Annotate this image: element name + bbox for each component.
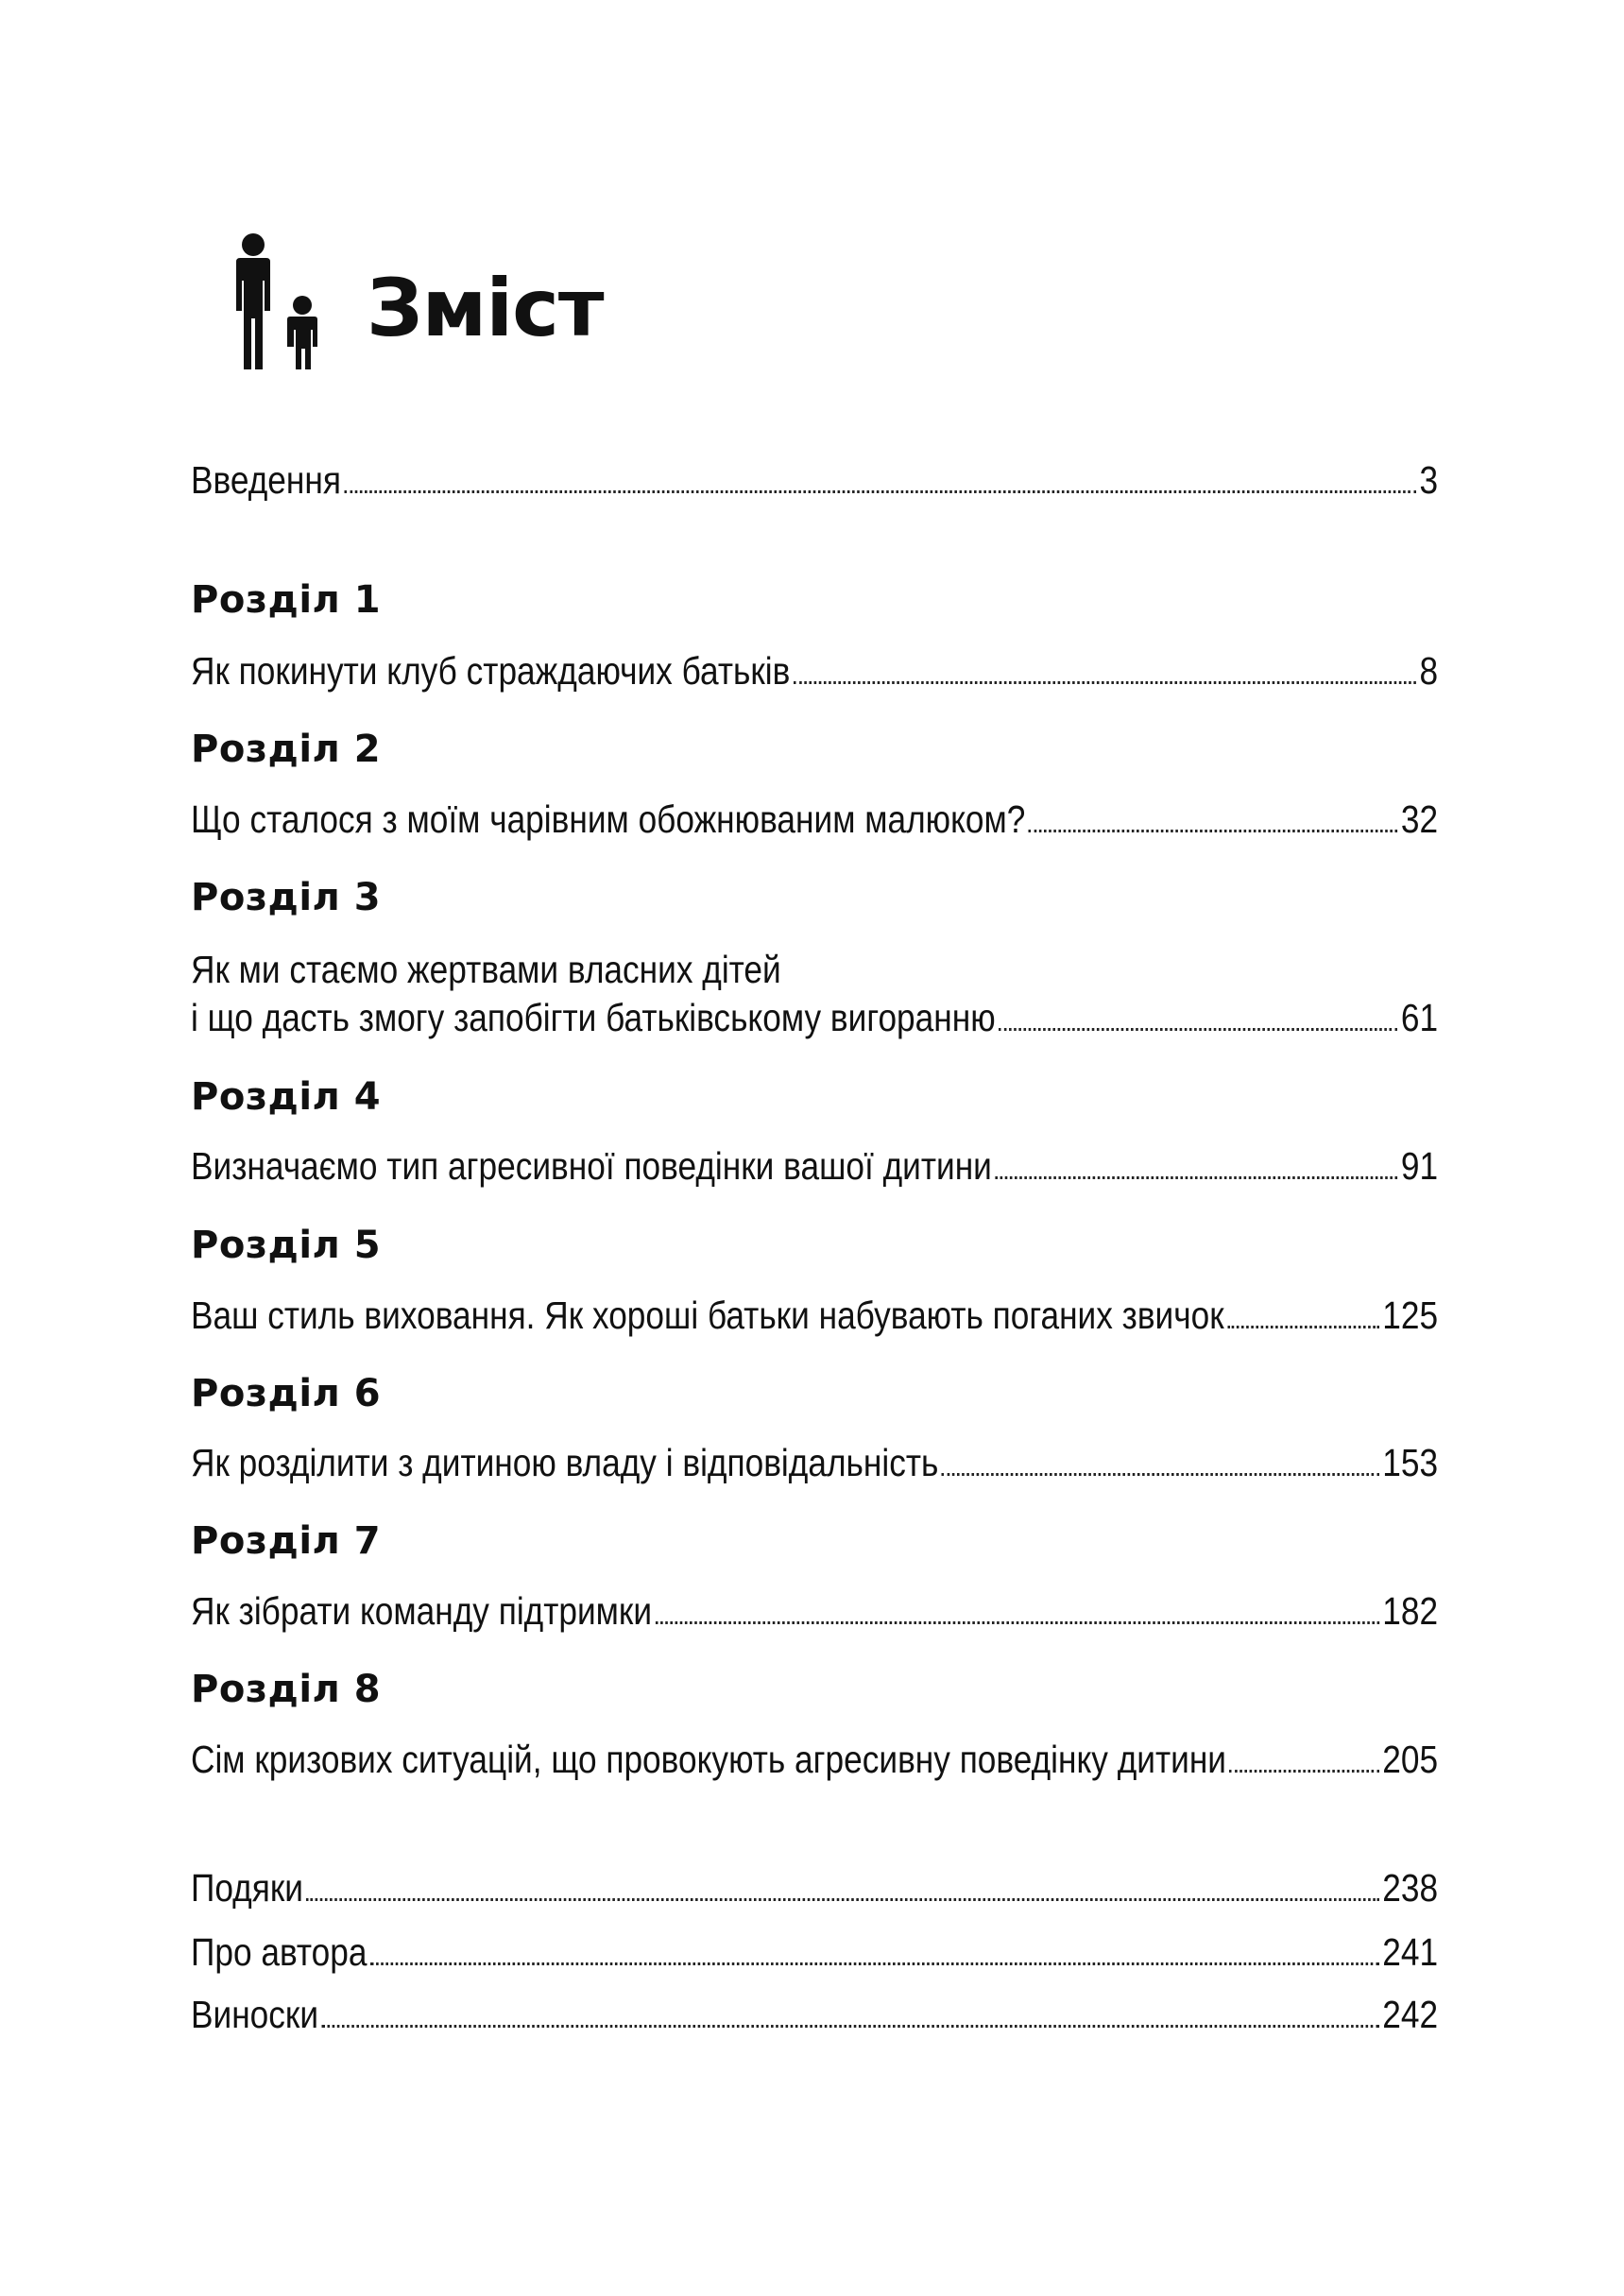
toc-page-number: 8: [1419, 649, 1439, 693]
toc-entry-title: Виноски: [191, 1993, 319, 2036]
toc-entry-title: Подяки: [191, 1866, 303, 1910]
chapter-label: Розділ 5: [191, 1224, 382, 1267]
chapter-label: Розділ 6: [191, 1372, 382, 1415]
toc-page-number: 125: [1382, 1294, 1439, 1337]
toc-page-number: 91: [1400, 1144, 1439, 1188]
toc-entry-title: Як зібрати команду підтримки: [191, 1589, 653, 1633]
toc-entry-title: Ваш стиль виховання. Як хороші батьки набувають поганих звичок: [191, 1294, 1224, 1337]
toc-page-number: 3: [1419, 458, 1439, 502]
chapter-label: Розділ 2: [191, 728, 382, 771]
toc-entry-footnotes[interactable]: [191, 1993, 1439, 2036]
toc-entry-title: і що дасть змогу запобігти батьківському вигоранню: [191, 996, 996, 1039]
chapter-label: Розділ 7: [191, 1519, 382, 1563]
toc-entry-chapter-8[interactable]: [191, 1740, 1438, 1779]
toc-page-number: 238: [1382, 1866, 1439, 1910]
toc-page-number: 153: [1382, 1441, 1439, 1484]
dot-leader: [1229, 1770, 1378, 1773]
toc-entry-chapter-1[interactable]: [191, 649, 1439, 693]
dot-leader: [370, 1962, 1379, 1965]
toc-page-number: 205: [1382, 1738, 1439, 1781]
dot-leader: [942, 1473, 1379, 1476]
toc-entry-chapter-6[interactable]: [191, 1441, 1439, 1484]
toc-entry-about-author[interactable]: [191, 1930, 1439, 1974]
chapter-label: Розділ 3: [191, 876, 382, 919]
toc-entry-title-line: Як ми стаємо жертвами власних дітей: [191, 948, 781, 991]
toc-page-number: 241: [1382, 1930, 1439, 1974]
toc-entry-title: Як розділити з дитиною владу і відповідальність: [191, 1441, 939, 1484]
toc-entry-title: Про автора: [191, 1930, 368, 1974]
toc-entry-chapter-7[interactable]: [191, 1589, 1439, 1633]
chapter-label: Розділ 4: [191, 1075, 382, 1119]
toc-page-number: 61: [1400, 996, 1439, 1039]
dot-leader: [999, 1028, 1397, 1031]
dot-leader: [655, 1621, 1378, 1624]
dot-leader: [322, 2025, 1379, 2028]
dot-leader: [344, 490, 1416, 493]
dot-leader: [306, 1898, 1378, 1901]
dot-leader: [1029, 830, 1398, 832]
toc-entry-chapter-5[interactable]: [191, 1296, 1438, 1335]
dot-leader: [995, 1176, 1397, 1179]
toc-entry-chapter-2[interactable]: [191, 797, 1439, 841]
dot-leader: [794, 681, 1416, 684]
toc-entry-title: Визначаємо тип агресивної поведінки вашої дитини: [191, 1144, 992, 1188]
toc-entry-intro[interactable]: [191, 458, 1439, 502]
parent-child-icon: [227, 231, 331, 373]
page-header: [227, 231, 604, 373]
toc-page-number: 182: [1382, 1589, 1439, 1633]
toc-entry-chapter-4[interactable]: [191, 1144, 1439, 1188]
toc-page-number: 32: [1400, 797, 1439, 841]
toc-entry-title: Введення: [191, 458, 341, 502]
page-title: Зміст: [367, 262, 604, 354]
dot-leader: [1227, 1326, 1379, 1328]
toc-entry-title: Що сталося з моїм чарівним обожнюваним малюком?: [191, 797, 1026, 841]
chapter-label: Розділ 1: [191, 578, 382, 622]
toc-entry-title: Сім кризових ситуацій, що провокують агресивну поведінку дитини: [191, 1738, 1226, 1781]
toc-entry-acknowledgments[interactable]: [191, 1866, 1439, 1910]
toc-page-number: 242: [1382, 1993, 1439, 2036]
toc-entry-title: Як покинути клуб страждаючих батьків: [191, 649, 791, 693]
toc-entry-chapter-3[interactable]: [191, 996, 1439, 1039]
chapter-label: Розділ 8: [191, 1668, 382, 1711]
